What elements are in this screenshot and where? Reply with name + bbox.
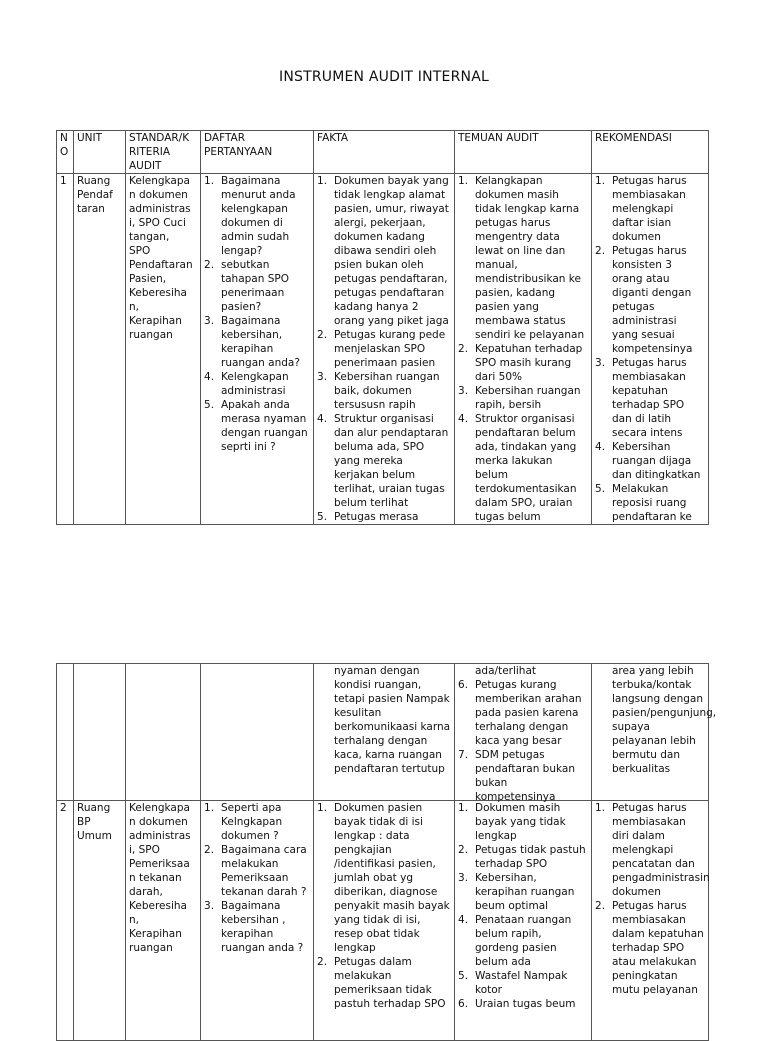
list-item: Struktur organisasi dan alur pendaptaran beluma ada, SPO yang mereka kerjakan belum terlihat, uraian tugas belum terlihat — [334, 413, 449, 509]
header-temuan: TEMUAN AUDIT — [455, 131, 592, 174]
list-item: Petugas harus membiasakan kepatuhan terhadap SPO dan di latih secara intens — [612, 357, 687, 439]
table-row — [57, 664, 709, 801]
list-item: Wastafel Nampak kotor — [475, 970, 568, 996]
row-unit: Ruang Pendaf taran — [74, 174, 126, 525]
list-item: Melakukan reposisi ruang pendaftaran ke — [612, 483, 692, 523]
list-item: sebutkan tahapan SPO penerimaan pasien? — [221, 259, 289, 313]
table-header-row — [57, 131, 709, 174]
row-temuan: ada/terlihat Petugas kurang memberikan arahan pada pasien karena terhalang dengan kaca yang besar SDM petugas pendaftaran bukan bukan kompetensinya — [455, 664, 592, 801]
list-item: Dokumen masih bayak yang tidak lengkap — [475, 802, 566, 842]
table-row — [57, 801, 709, 1041]
header-unit: UNIT — [74, 131, 126, 174]
list-item: Penataan ruangan belum rapih, gordeng pasien belum ada — [475, 914, 572, 968]
row-number: 2 — [57, 801, 74, 1041]
list-item: Kebersihan ruangan rapih, bersih — [475, 385, 581, 411]
list-item: Petugas kurang memberikan arahan pada pasien karena terhalang dengan kaca yang besar — [475, 679, 582, 747]
audit-table-bottom — [56, 663, 717, 1041]
header-pertanyaan: DAFTAR PERTANYAAN — [201, 131, 314, 174]
list-item: Apakah anda merasa nyaman dengan ruangan seprti ini ? — [221, 399, 308, 453]
list-item: Petugas merasa — [334, 511, 419, 523]
list-item: Dokumen bayak yang tidak lengkap alamat pasien, umur, riwayat alergi, pekerjaan, dokumen kadang dibawa sendiri oleh psien bukan oleh petugas pendaftaran, petugas pendaftaran kadang hanya 2 orang yang piket jaga — [334, 175, 449, 327]
row-temuan — [455, 174, 592, 525]
list-item: Petugas tidak pastuh terhadap SPO — [475, 844, 586, 870]
list-item: Petugas harus konsisten 3 orang atau diganti dengan petugas administrasi yang sesuai kompetensinya — [612, 245, 693, 355]
row-pertanyaan — [201, 174, 314, 525]
list-item: Bagaimana kebersihan, kerapihan ruangan anda? — [221, 315, 300, 369]
list-item: Petugas kurang pede menjelaskan SPO penerimaan pasien — [334, 329, 446, 369]
list-item: Dokumen pasien bayak tidak di isi lengkap : data pengkajian /identifikasi pasien, jumlah obat yg diberikan, diagnose penyakit masih bayak yang tidak di isi, resep obat tidak lengkap — [334, 802, 450, 954]
list-item: Kebersihan ruangan dijaga dan ditingkatkan — [612, 441, 701, 481]
list-item: Kelangkapan dokumen masih tidak lengkap karna petugas harus mengentry data lewat on line dan manual, mendistribusikan ke pasien, kadang pasien yang membawa status sendiri ke pelayanan — [475, 175, 585, 341]
list-item: Kelengkapan administrasi — [221, 371, 289, 397]
list-item: Kebersihan, kerapihan ruangan beum optimal — [475, 872, 575, 912]
list-item: Bagaimana menurut anda kelengkapan dokumen di admin sudah lengap? — [221, 175, 296, 257]
list-item: Petugas harus membiasakan diri dalam melengkapi pencatatan dan pengadministrasin dokumen — [612, 802, 710, 898]
row-number: 1 — [57, 174, 74, 525]
list-item: Bagaimana kebersihan , kerapihan ruangan anda ? — [221, 900, 304, 954]
audit-table-top — [56, 130, 709, 525]
header-standar: STANDAR/K RITERIA AUDIT — [126, 131, 201, 174]
row-unit: Ruang BP Umum — [74, 801, 126, 1041]
row-fakta — [314, 801, 455, 1041]
list-item: Kepatuhan terhadap SPO masih kurang dari 50% — [475, 343, 583, 383]
row-fakta: nyaman dengan kondisi ruangan, tetapi pasien Nampak kesulitan berkomunikaasi karna terhalang dengan kaca, karna ruangan pendaftaran tertutup — [314, 664, 455, 801]
header-no: N O — [57, 131, 74, 174]
list-item: Petugas harus membiasakan dalam kepatuhan terhadap SPO atau melakukan peningkatan mutu pelayanan — [612, 900, 704, 996]
row-standar: Kelengkapa n dokumen administras i, SPO Cuci tangan, SPO Pendaftaran Pasien, Keberesiha n, Kerapihan ruangan — [126, 174, 201, 525]
document-title: INSTRUMEN AUDIT INTERNAL — [279, 69, 489, 85]
list-item: Petugas dalam melakukan pemeriksaan tidak pastuh terhadap SPO — [334, 956, 446, 1010]
row-fakta — [314, 174, 455, 525]
list-item: Uraian tugas beum — [475, 998, 576, 1010]
row-rekomendasi: area yang lebih terbuka/kontak langsung dengan pasien/pengunjung, supaya pelayanan lebih bermutu dan berkualitas — [592, 664, 709, 801]
list-item: Struktor organisasi pendaftaran belum ada, tindakan yang merka lakukan belum terdokumentasikan dalam SPO, uraian tugas belum — [475, 413, 577, 523]
header-rekomendasi: REKOMENDASI — [592, 131, 709, 174]
list-item: Bagaimana cara melakukan Pemeriksaan tekanan darah ? — [221, 844, 307, 898]
row-rekomendasi — [592, 801, 709, 1041]
table-row — [57, 174, 709, 525]
row-temuan — [455, 801, 592, 1041]
row-pertanyaan — [201, 801, 314, 1041]
list-item: Seperti apa Kelngkapan dokumen ? — [221, 802, 283, 842]
list-item: Kebersihan ruangan baik, dokumen tersususn rapih — [334, 371, 440, 411]
row-standar: Kelengkapa n dokumen administras i, SPO Pemeriksaa n tekanan darah, Keberesiha n, Kerapihan ruangan — [126, 801, 201, 1041]
list-item: Petugas harus membiasakan melengkapi daftar isian dokumen — [612, 175, 687, 243]
row-rekomendasi — [592, 174, 709, 525]
list-item: SDM petugas pendaftaran bukan bukan kompetensinya — [475, 749, 575, 803]
header-fakta: FAKTA — [314, 131, 455, 174]
